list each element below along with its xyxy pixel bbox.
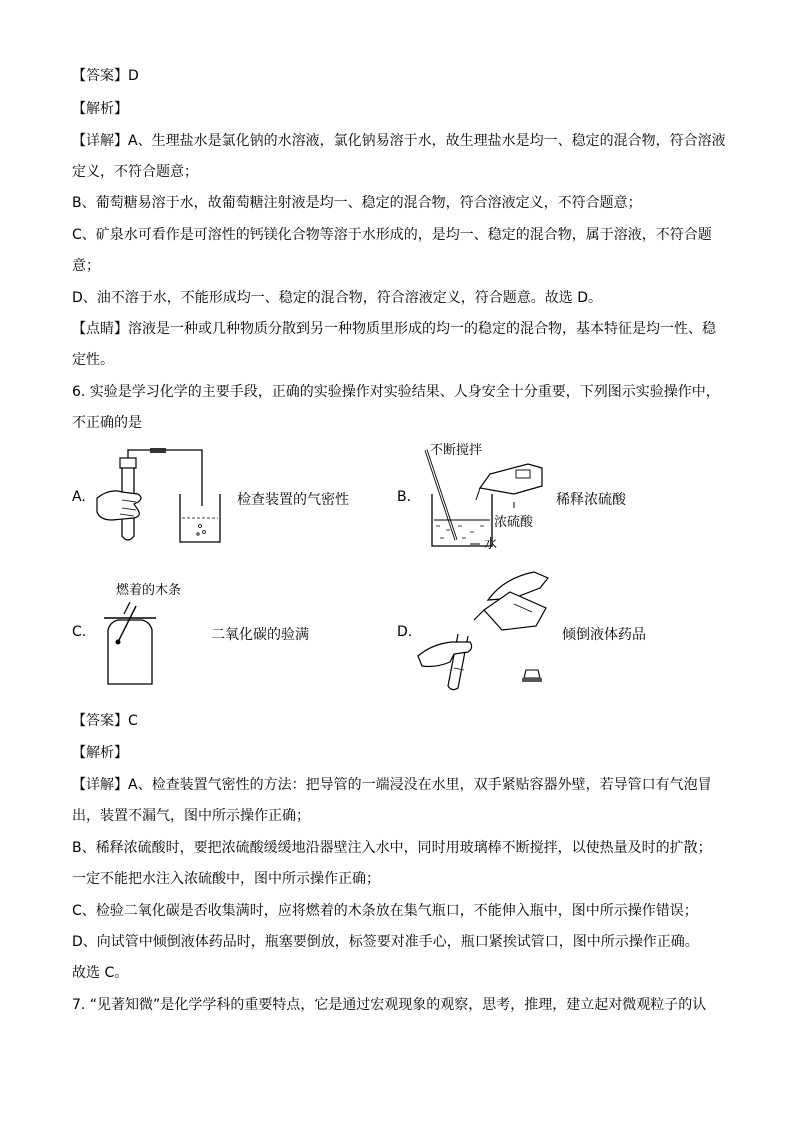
q7-stem: 7. “见著知微”是化学学科的重要特点，它是通过宏观现象的观察，思考，推理，建立起对微观粒子的认 [72, 997, 707, 1013]
option-b-caption: 稀释浓硫酸 [556, 492, 626, 508]
q5-line-6: D、油不溶于水，不能形成均一、稳定的混合物，符合溶液定义，符合题意。故选 D。 [72, 290, 603, 306]
q6-line-2: 出，装置不漏气，图中所示操作正确； [72, 808, 310, 824]
q5-line-3: B、葡萄糖易溶于水，故葡萄糖注射液是均一、稳定的混合物，符合溶液定义，不符合题意； [72, 195, 642, 211]
option-b-figure [418, 440, 558, 555]
q6-line-5: C、检验二氧化碳是否收集满时，应将燃着的木条放在集气瓶口，不能伸入瓶中，图中所示操作错误； [72, 903, 698, 919]
fig-c-splint-label: 燃着的木条 [116, 583, 182, 598]
option-a-figure [92, 448, 232, 548]
option-d-figure [414, 568, 554, 693]
q5-line-1: 【详解】A、生理盐水是氯化钠的水溶液，氯化钠易溶于水，故生理盐水是均一、稳定的混合物，符合溶液 [72, 133, 726, 149]
q5-line-2: 定义，不符合题意； [72, 164, 198, 180]
q5-line-4: C、矿泉水可看作是可溶性的钙镁化合物等溶于水形成的，是均一、稳定的混合物，属于溶液，不符合题 [72, 227, 712, 243]
q5-line-8: 定性。 [72, 352, 114, 368]
q6-stem-1: 6. 实验是学习化学的主要手段，正确的实验操作对实验结果、人身安全十分重要，下列图示实验操作中， [72, 384, 720, 400]
fig-b-water-label: 水 [484, 537, 498, 552]
q6-analysis-header: 【解析】 [72, 745, 128, 761]
q6-line-7: 故选 C。 [72, 965, 129, 981]
option-c-label: C. [72, 624, 87, 640]
option-c-figure [96, 578, 216, 688]
q6-line-3: B、稀释浓硫酸时，要把浓硫酸缓缓地沿器壁注入水中，同时用玻璃棒不断搅拌，以使热量及时的扩散； [72, 840, 712, 856]
option-a-label: A. [72, 489, 86, 505]
option-a-caption: 检查装置的气密性 [237, 492, 349, 508]
option-d-label: D. [397, 624, 413, 640]
q6-line-6: D、向试管中倾倒液体药品时，瓶塞要倒放，标签要对准手心，瓶口紧挨试管口，图中所示操作正确。 [72, 934, 699, 950]
option-b-label: B. [397, 489, 412, 505]
option-d-caption: 倾倒液体药品 [562, 627, 646, 643]
q6-line-4: 一定不能把水注入浓硫酸中，图中所示操作正确； [72, 871, 380, 887]
q5-line-5: 意； [72, 258, 100, 274]
q6-stem-2: 不正确的是 [72, 415, 142, 431]
fig-b-stir-label: 不断搅拌 [430, 443, 483, 458]
q5-line-7: 【点睛】溶液是一种或几种物质分散到另一种物质里形成的均一的稳定的混合物，基本特征是均一性、稳 [72, 321, 716, 337]
q5-answer: 【答案】D [72, 68, 139, 84]
q6-answer: 【答案】C [72, 713, 138, 729]
fig-b-acid-label: 浓硫酸 [494, 515, 534, 530]
option-c-caption: 二氧化碳的验满 [211, 627, 309, 643]
q6-line-1: 【详解】A、检查装置气密性的方法：把导管的一端浸没在水里，双手紧贴容器外壁，若导管口有气泡冒 [72, 777, 712, 793]
q5-analysis-header: 【解析】 [72, 101, 128, 117]
